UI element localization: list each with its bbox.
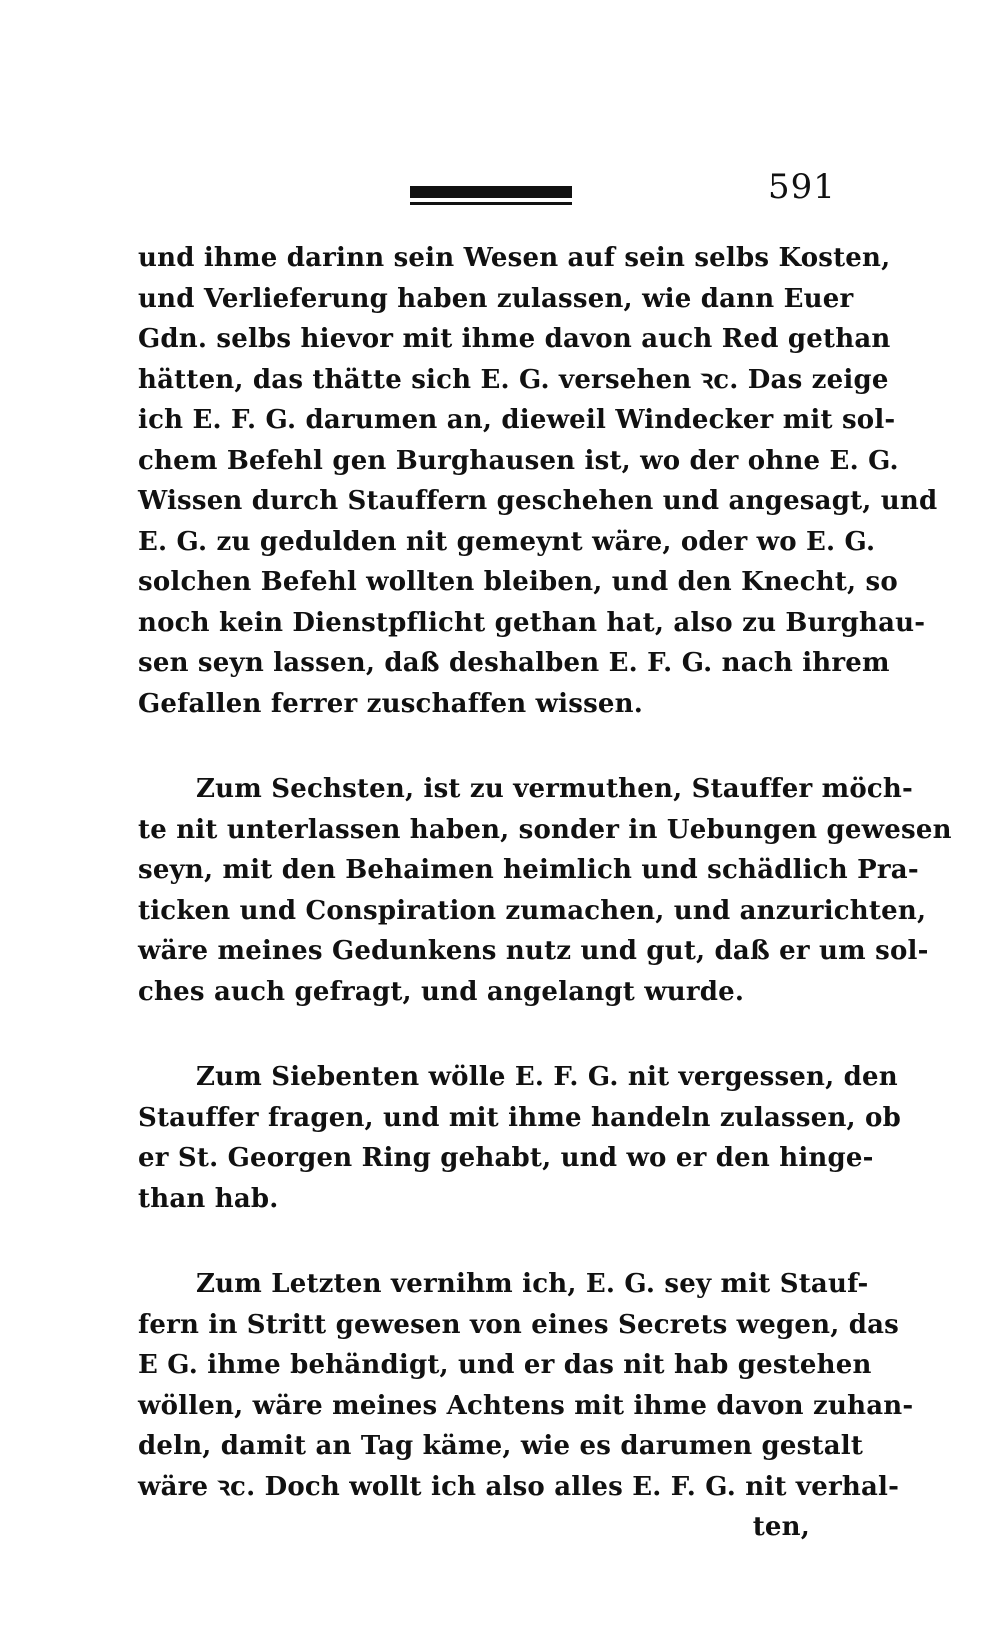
text-line: hätten, das thätte sich E. G. versehen ꝛc. Das zeige <box>138 364 889 395</box>
text-line: te nit unterlassen haben, sonder in Uebungen gewesen <box>138 814 952 845</box>
text-line: Wissen durch Stauffern geschehen und angesagt, und <box>138 486 938 516</box>
text-line: Zum Siebenten wölle E. F. G. nit vergessen, den <box>196 1062 898 1092</box>
text-line: E G. ihme behändigt, und er das nit hab gestehen <box>138 1350 872 1380</box>
header-double-rule <box>410 186 572 205</box>
text-line: sen seyn lassen, daß deshalben E. F. G. nach ihrem <box>138 648 890 678</box>
text-line: fern in Stritt gewesen von eines Secrets wegen, das <box>138 1309 899 1340</box>
paragraph-4 <box>138 1264 914 1507</box>
text-line: Zum Letzten vernihm ich, E. G. sey mit Stauf- <box>196 1269 869 1299</box>
paragraph-3 <box>138 1057 901 1219</box>
text-line: Gefallen ferrer zuschaffen wissen. <box>138 688 644 719</box>
text-line: Stauffer fragen, und mit ihme handeln zulassen, ob <box>138 1102 901 1133</box>
text-line: und Verlieferung haben zulassen, wie dann Euer <box>138 283 854 314</box>
catchword: ten, <box>752 1512 810 1542</box>
paragraph-gap <box>138 1219 850 1264</box>
paragraph-gap <box>138 1012 850 1057</box>
page-number: 591 <box>768 167 836 207</box>
paragraph-1 <box>138 238 938 724</box>
header-rule-thick <box>410 186 572 198</box>
text-line: than hab. <box>138 1183 279 1214</box>
text-line: solchen Befehl wollten bleiben, und den Knecht, so <box>138 567 898 597</box>
paragraph-2 <box>138 769 952 1012</box>
text-line: ches auch gefragt, und angelangt wurde. <box>138 976 745 1007</box>
text-line: und ihme darinn sein Wesen auf sein selbs Kosten, <box>138 243 891 273</box>
text-line: wöllen, wäre meines Achtens mit ihme davon zuhan- <box>138 1390 914 1421</box>
text-line: er St. Georgen Ring gehabt, und wo er den hinge- <box>138 1143 874 1173</box>
text-line: deln, damit an Tag käme, wie es darumen gestalt <box>138 1431 864 1461</box>
text-line: ich E. F. G. darumen an, dieweil Windecker mit sol- <box>138 405 896 435</box>
text-line: chem Befehl gen Burghausen ist, wo der ohne E. G. <box>138 445 899 476</box>
page-body <box>138 238 952 1548</box>
text-line: seyn, mit den Behaimen heimlich und schädlich Pra- <box>138 855 919 885</box>
paragraph-gap <box>138 724 850 769</box>
text-line: noch kein Dienstpflicht gethan hat, also zu Burghau- <box>138 607 926 638</box>
text-line: ticken und Conspiration zumachen, und anzurichten, <box>138 895 927 926</box>
text-line: wäre meines Gedunkens nutz und gut, daß er um sol- <box>138 936 929 966</box>
text-line: E. G. zu gedulden nit gemeynt wäre, oder wo E. G. <box>138 526 876 557</box>
text-line: wäre ꝛc. Doch wollt ich also alles E. F. G. nit verhal- <box>138 1471 900 1502</box>
text-line: Zum Sechsten, ist zu vermuthen, Stauffer möch- <box>196 774 913 804</box>
header-rule-thin <box>410 202 572 205</box>
text-line: Gdn. selbs hievor mit ihme davon auch Red gethan <box>138 324 891 354</box>
